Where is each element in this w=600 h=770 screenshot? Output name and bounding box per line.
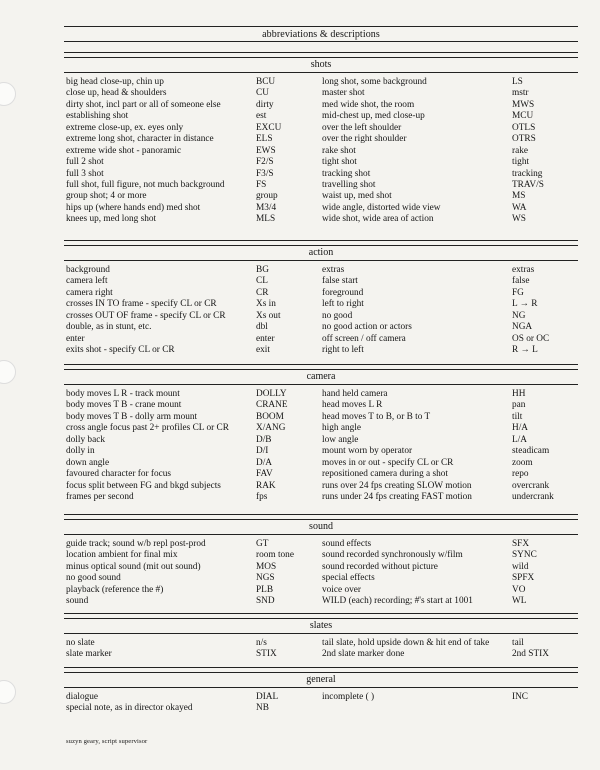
abbreviation-cell: NGA — [512, 322, 533, 333]
description-cell: rake shot — [322, 145, 356, 156]
abbreviation-cell: dbl — [256, 322, 268, 333]
description-cell: hips up (where hands end) med shot — [66, 202, 201, 213]
abbreviation-cell: zoom — [512, 457, 533, 468]
description-cell: crosses IN TO frame - specify CL or CR — [66, 299, 217, 310]
description-cell: head moves L R — [322, 400, 383, 411]
list-item — [64, 389, 578, 400]
description-cell: body moves L R - track mount — [66, 389, 180, 399]
description-cell: playback (reference the #) — [66, 584, 164, 595]
description-cell: dolly in — [66, 446, 95, 457]
abbreviation-cell: DOLLY — [256, 389, 287, 399]
description-cell: no good sound — [66, 573, 121, 584]
description-cell: repositioned camera during a shot — [322, 469, 448, 480]
abbreviation-cell: pan — [512, 400, 526, 411]
abbreviation-cell: R → L — [512, 345, 538, 356]
description-cell: runs under 24 fps creating FAST motion — [322, 491, 472, 502]
abbreviation-cell: MS — [512, 191, 526, 202]
description-cell: sound effects — [322, 539, 372, 549]
abbreviation-cell: L → R — [512, 299, 538, 310]
list-item — [64, 265, 578, 276]
description-cell: full 2 shot — [66, 157, 104, 168]
abbreviation-cell: NB — [256, 703, 269, 714]
list-item — [64, 134, 578, 145]
abbreviation-cell: FS — [256, 179, 267, 190]
description-cell: no slate — [66, 638, 95, 648]
abbreviation-cell: D/I — [256, 446, 269, 457]
abbreviation-cell: tilt — [512, 411, 523, 422]
abbreviation-cell: HH — [512, 389, 526, 399]
description-cell: extreme wide shot - panoramic — [66, 145, 182, 156]
description-cell: low angle — [322, 434, 359, 445]
abbreviation-cell: WS — [512, 214, 526, 225]
abbreviation-list — [64, 73, 578, 226]
abbreviation-cell: CRANE — [256, 400, 288, 411]
list-item — [64, 214, 578, 225]
list-item — [64, 550, 578, 561]
abbreviation-cell: CL — [256, 276, 268, 287]
description-cell: background — [66, 265, 110, 275]
description-cell: travelling shot — [322, 179, 376, 190]
list-item — [64, 299, 578, 310]
list-item — [64, 539, 578, 550]
description-cell: foreground — [322, 287, 364, 298]
list-item — [64, 288, 578, 299]
abbreviation-cell: mstr — [512, 88, 529, 99]
abbreviation-cell: WL — [512, 596, 527, 607]
abbreviation-cell: group — [256, 191, 278, 202]
description-cell: master shot — [322, 88, 365, 99]
description-cell: sound recorded without picture — [322, 561, 438, 572]
description-cell: body moves T B - dolly arm mount — [66, 411, 198, 422]
abbreviation-cell: VO — [512, 584, 526, 595]
description-cell: tight shot — [322, 157, 357, 168]
description-cell: close up, head & shoulders — [66, 88, 167, 99]
abbreviation-cell: MOS — [256, 561, 277, 572]
description-cell: runs over 24 fps creating SLOW motion — [322, 480, 472, 491]
abbreviation-cell: MLS — [256, 214, 276, 225]
list-item — [64, 400, 578, 411]
description-cell: tracking shot — [322, 168, 371, 179]
section-action — [64, 240, 578, 357]
description-cell: tail slate, hold upside down & hit end of take — [322, 638, 490, 648]
abbreviation-cell: WA — [512, 202, 527, 213]
abbreviation-list — [64, 535, 578, 608]
list-item — [64, 649, 578, 660]
abbreviation-cell: false — [512, 276, 530, 287]
description-cell: long shot, some background — [322, 77, 427, 87]
abbreviation-cell: NG — [512, 310, 526, 321]
description-cell: knees up, med long shot — [66, 214, 157, 225]
abbreviation-cell: DIAL — [256, 692, 279, 702]
abbreviation-cell: est — [256, 111, 267, 122]
list-item — [64, 88, 578, 99]
description-cell: waist up, med shot — [322, 191, 392, 202]
list-item — [64, 191, 578, 202]
abbreviation-cell: SFX — [512, 539, 530, 549]
list-item — [64, 446, 578, 457]
abbreviation-cell: exit — [256, 345, 270, 356]
section-heading: sound — [64, 519, 578, 535]
abbreviation-cell: NGS — [256, 573, 275, 584]
abbreviation-cell: dirty — [256, 99, 274, 110]
description-cell: wide angle, distorted wide view — [322, 202, 441, 213]
list-item — [64, 334, 578, 345]
abbreviation-cell: SPFX — [512, 573, 535, 584]
description-cell: over the left shoulder — [322, 122, 402, 133]
description-cell: mid-chest up, med close-up — [322, 111, 425, 122]
description-cell: wide shot, wide area of action — [322, 214, 434, 225]
description-cell: crosses OUT OF frame - specify CL or CR — [66, 310, 226, 321]
abbreviation-cell: undercrank — [512, 491, 554, 502]
description-cell: voice over — [322, 584, 361, 595]
description-cell: dolly back — [66, 434, 105, 445]
abbreviation-cell: Xs out — [256, 310, 281, 321]
list-item — [64, 111, 578, 122]
abbreviation-cell: SND — [256, 596, 275, 607]
abbreviation-cell: H/A — [512, 423, 529, 434]
abbreviation-cell: F2/S — [256, 157, 274, 168]
abbreviation-cell: n/s — [256, 638, 267, 648]
list-item — [64, 345, 578, 356]
list-item — [64, 203, 578, 214]
description-cell: down angle — [66, 457, 110, 468]
list-item — [64, 703, 578, 714]
abbreviation-cell: FG — [512, 287, 524, 298]
abbreviation-cell: overcrank — [512, 480, 550, 491]
list-item — [64, 157, 578, 168]
section-heading: camera — [64, 369, 578, 385]
list-item — [64, 585, 578, 596]
list-item — [64, 458, 578, 469]
abbreviation-list — [64, 634, 578, 661]
description-cell: off screen / off camera — [322, 333, 406, 344]
description-cell: big head close-up, chin up — [66, 77, 164, 87]
abbreviation-cell: PLB — [256, 584, 274, 595]
section-heading: slates — [64, 618, 578, 634]
description-cell: right to left — [322, 345, 364, 356]
abbreviation-cell: GT — [256, 539, 269, 549]
list-item — [64, 100, 578, 111]
list-item — [64, 481, 578, 492]
abbreviation-cell: Xs in — [256, 299, 276, 310]
description-cell: establishing shot — [66, 111, 129, 122]
list-item — [64, 692, 578, 703]
list-item — [64, 180, 578, 191]
description-cell: extreme close-up, ex. eyes only — [66, 122, 184, 133]
description-cell: location ambient for final mix — [66, 550, 178, 561]
description-cell: double, as in stunt, etc. — [66, 322, 152, 333]
section-heading: shots — [64, 57, 578, 73]
description-cell: med wide shot, the room — [322, 99, 415, 110]
abbreviation-cell: BCU — [256, 77, 276, 87]
description-cell: dialogue — [66, 692, 99, 702]
abbreviation-cell: enter — [256, 333, 275, 344]
section-slates — [64, 613, 578, 661]
list-item — [64, 435, 578, 446]
description-cell: slate marker — [66, 649, 112, 660]
abbreviation-cell: OTLS — [512, 122, 536, 133]
abbreviation-cell: FAV — [256, 469, 273, 480]
description-cell: 2nd slate marker done — [322, 649, 405, 660]
abbreviation-cell: L/A — [512, 434, 527, 445]
description-cell: special effects — [322, 573, 375, 584]
abbreviation-list — [64, 385, 578, 503]
abbreviation-list — [64, 261, 578, 357]
abbreviation-cell: OS or OC — [512, 333, 550, 344]
abbreviation-cell: SYNC — [512, 550, 537, 561]
abbreviation-cell: CR — [256, 287, 269, 298]
description-cell: incomplete ( ) — [322, 692, 375, 702]
description-cell: enter — [66, 333, 85, 344]
abbreviation-cell: rake — [512, 145, 528, 156]
description-cell: no good action or actors — [322, 322, 412, 333]
abbreviation-cell: MWS — [512, 99, 535, 110]
abbreviation-cell: CU — [256, 88, 269, 99]
description-cell: full 3 shot — [66, 168, 104, 179]
abbreviation-cell: steadicam — [512, 446, 550, 457]
section-heading: general — [64, 672, 578, 688]
list-item — [64, 169, 578, 180]
description-cell: camera left — [66, 276, 108, 287]
description-cell: left to right — [322, 299, 364, 310]
abbreviation-cell: tail — [512, 638, 524, 648]
abbreviation-cell: D/B — [256, 434, 272, 445]
description-cell: hand held camera — [322, 389, 388, 399]
description-cell: full shot, full figure, not much background — [66, 179, 225, 190]
abbreviation-cell: RAK — [256, 480, 276, 491]
description-cell: high angle — [322, 423, 361, 434]
list-item — [64, 573, 578, 584]
abbreviation-cell: LS — [512, 77, 523, 87]
description-cell: focus split between FG and bkgd subjects — [66, 480, 221, 491]
list-item — [64, 638, 578, 649]
description-cell: body moves T B - crane mount — [66, 400, 182, 411]
binder-hole — [0, 680, 16, 704]
description-cell: guide track; sound w/b repl post-prod — [66, 539, 206, 549]
abbreviation-cell: tracking — [512, 168, 543, 179]
list-item — [64, 276, 578, 287]
abbreviation-cell: extras — [512, 265, 535, 275]
abbreviation-cell: ELS — [256, 134, 273, 145]
abbreviation-cell: wild — [512, 561, 529, 572]
abbreviation-cell: room tone — [256, 550, 294, 561]
abbreviation-cell: BG — [256, 265, 269, 275]
abbreviation-cell: tight — [512, 157, 530, 168]
section-camera — [64, 364, 578, 503]
list-item — [64, 77, 578, 88]
description-cell: group shot; 4 or more — [66, 191, 147, 202]
footer-credit: suzyn geary, script supervisor — [66, 738, 148, 745]
description-cell: special note, as in director okayed — [66, 703, 193, 714]
title-rule — [64, 41, 578, 42]
abbreviation-cell: F3/S — [256, 168, 274, 179]
description-cell: cross angle focus past 2+ profiles CL or CR — [66, 423, 229, 434]
description-cell: moves in or out - specify CL or CR — [322, 457, 454, 468]
description-cell: extreme long shot, character in distance — [66, 134, 214, 145]
description-cell: over the right shoulder — [322, 134, 407, 145]
description-cell: exits shot - specify CL or CR — [66, 345, 175, 356]
description-cell: mount worn by operator — [322, 446, 413, 457]
list-item — [64, 562, 578, 573]
description-cell: favoured character for focus — [66, 469, 172, 480]
abbreviation-cell: D/A — [256, 457, 273, 468]
abbreviation-cell: EWS — [256, 145, 276, 156]
abbreviation-cell: OTRS — [512, 134, 536, 145]
abbreviation-cell: M3/4 — [256, 202, 277, 213]
abbreviation-cell: INC — [512, 692, 529, 702]
description-cell: WILD (each) recording; #'s start at 1001 — [322, 596, 473, 607]
abbreviation-list — [64, 688, 578, 715]
description-cell: dirty shot, incl part or all of someone else — [66, 99, 221, 110]
description-cell: false start — [322, 276, 358, 287]
list-item — [64, 423, 578, 434]
section-shots — [64, 52, 578, 226]
abbreviation-cell: TRAV/S — [512, 179, 544, 190]
description-cell: sound recorded synchronously w/film — [322, 550, 463, 561]
section-general — [64, 667, 578, 715]
list-item — [64, 412, 578, 423]
abbreviation-cell: EXCU — [256, 122, 282, 133]
abbreviation-cell: X/ANG — [256, 423, 286, 434]
description-cell: extras — [322, 265, 345, 275]
description-cell: frames per second — [66, 491, 134, 502]
description-cell: camera right — [66, 287, 113, 298]
description-cell: sound — [66, 596, 89, 607]
list-item — [64, 311, 578, 322]
list-item — [64, 596, 578, 607]
abbreviation-cell: 2nd STIX — [512, 649, 549, 660]
abbreviation-cell: BOOM — [256, 411, 284, 422]
page-title: abbreviations & descriptions — [262, 29, 380, 40]
abbreviation-cell: fps — [256, 491, 268, 502]
abbreviation-cell: STIX — [256, 649, 277, 660]
section-sound — [64, 514, 578, 608]
description-cell: no good — [322, 310, 353, 321]
abbreviation-cell: repo — [512, 469, 529, 480]
list-item — [64, 322, 578, 333]
list-item — [64, 492, 578, 503]
list-item — [64, 469, 578, 480]
abbreviation-cell: MCU — [512, 111, 534, 122]
binder-hole — [0, 360, 16, 384]
list-item — [64, 146, 578, 157]
list-item — [64, 123, 578, 134]
section-heading: action — [64, 245, 578, 261]
description-cell: head moves T to B, or B to T — [322, 411, 431, 422]
description-cell: minus optical sound (mit out sound) — [66, 561, 201, 572]
binder-hole — [0, 82, 16, 106]
top-rule — [64, 26, 578, 27]
